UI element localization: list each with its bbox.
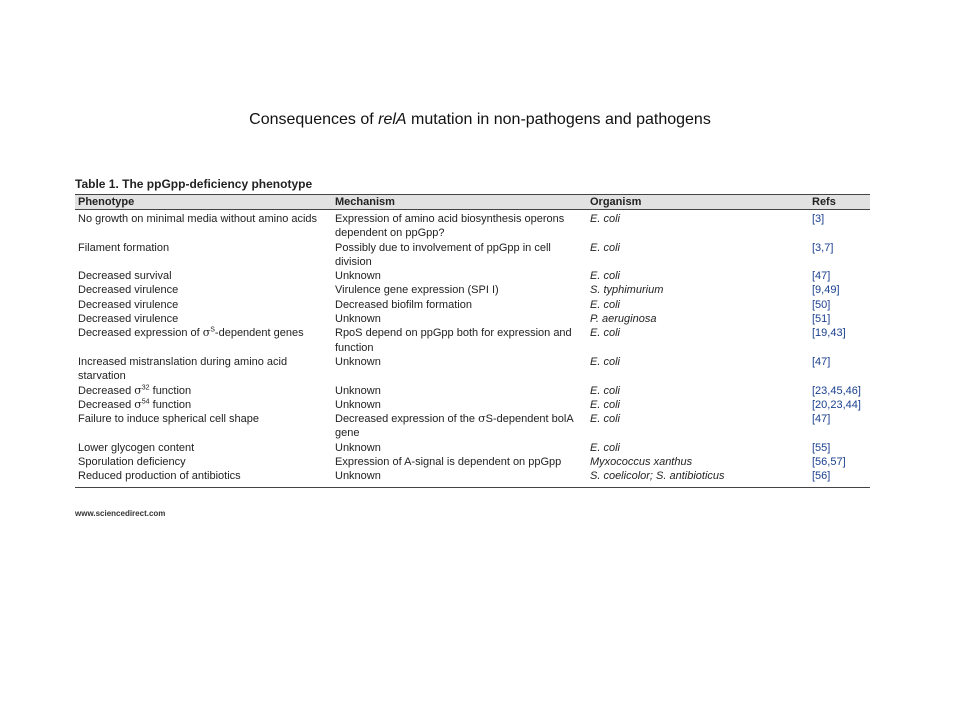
cell-phenotype: Filament formation (78, 241, 170, 254)
cell-mechanism: Unknown (335, 470, 381, 483)
cell-organism: Myxococcus xanthus (590, 456, 693, 469)
cell-refs: [56] (812, 470, 831, 483)
cell-phenotype: Reduced production of antibiotics (78, 470, 241, 483)
table-row (75, 210, 870, 241)
sigma-superscript: S (210, 326, 215, 334)
table-row (75, 398, 870, 412)
table-row (75, 283, 870, 297)
source-url: www.sciencedirect.com (75, 509, 166, 518)
cell-refs: [51] (812, 313, 831, 326)
table-row (75, 384, 870, 398)
sigma-symbol: σ (134, 383, 142, 397)
cell-phenotype (75, 384, 332, 398)
cell-refs: [23,45,46] (812, 384, 861, 397)
phenotype-text-post: -dependent genes (214, 327, 304, 340)
cell-refs: [47] (812, 413, 831, 426)
cell-phenotype: Decreased virulence (78, 313, 179, 326)
cell-organism: E. coli (590, 413, 620, 426)
cell-phenotype: Decreased survival (78, 270, 172, 283)
cell-mechanism: Unknown (335, 441, 381, 454)
phenotype-text-post: function (149, 384, 192, 397)
cell-mechanism: Unknown (335, 270, 381, 283)
cell-organism: E. coli (590, 270, 620, 283)
table-row (75, 469, 870, 486)
cell-mechanism: Decreased biofilm formation (335, 298, 472, 311)
cell-mechanism: Possibly due to involvement of ppGpp in cell division (335, 241, 551, 268)
mechanism-text-pre: Decreased expression of the (335, 413, 479, 426)
cell-mechanism: Expression of A-signal is dependent on ppGpp (335, 456, 562, 469)
mechanism-text-post: S-dependent bolA gene (335, 413, 574, 440)
slide-title-gene: relA (378, 111, 407, 128)
cell-refs: [20,23,44] (812, 398, 861, 411)
table-row (75, 298, 870, 312)
cell-organism: E. coli (590, 355, 620, 368)
slide-title-suffix: mutation in non-pathogens and pathogens (406, 111, 711, 128)
cell-refs: [55] (812, 441, 831, 454)
cell-organism: E. coli (590, 298, 620, 311)
cell-phenotype: Decreased virulence (78, 284, 179, 297)
cell-refs: [3,7] (812, 241, 834, 254)
sigma-superscript: 54 (141, 398, 150, 406)
cell-refs: [47] (812, 355, 831, 368)
table-row (75, 455, 870, 469)
sigma-superscript: 32 (141, 383, 150, 391)
slide-title (0, 111, 960, 129)
header-phenotype: Phenotype (75, 195, 332, 210)
cell-organism: P. aeruginosa (590, 313, 657, 326)
cell-refs: [3] (812, 213, 825, 225)
cell-refs: [50] (812, 298, 831, 311)
phenotype-text-post: function (149, 398, 192, 411)
cell-mechanism: RpoS depend on ppGpp both for expression and function (335, 327, 572, 354)
table-header-row (75, 195, 870, 210)
table-row (75, 441, 870, 455)
cell-phenotype: Increased mistranslation during amino acid starvation (78, 355, 288, 383)
cell-organism: E. coli (590, 327, 620, 340)
sigma-symbol: σ (134, 397, 142, 411)
slide-title-prefix: Consequences of (249, 111, 379, 128)
cell-phenotype (75, 326, 332, 355)
table-row (75, 355, 870, 384)
phenotype-text-pre: Decreased (78, 384, 135, 397)
cell-phenotype: Sporulation deficiency (78, 456, 186, 469)
cell-phenotype: Decreased virulence (78, 298, 179, 311)
cell-mechanism (332, 412, 587, 441)
cell-organism: S. coelicolor; S. antibioticus (590, 470, 725, 483)
cell-phenotype: Lower glycogen content (78, 441, 195, 454)
cell-phenotype: Failure to induce spherical cell shape (78, 413, 259, 426)
cell-organism: E. coli (590, 384, 620, 397)
cell-mechanism: Unknown (335, 384, 381, 397)
cell-organism: E. coli (590, 398, 620, 411)
header-refs: Refs (809, 195, 870, 210)
table-row (75, 326, 870, 355)
table-row (75, 312, 870, 326)
cell-mechanism: Expression of amino acid biosynthesis operons dependent on ppGpp? (335, 213, 565, 240)
cell-mechanism: Unknown (335, 398, 381, 411)
cell-refs: [9,49] (812, 284, 840, 297)
table-caption: Table 1. The ppGpp-deficiency phenotype (75, 177, 313, 191)
cell-phenotype (75, 398, 332, 412)
header-mechanism: Mechanism (332, 195, 587, 210)
sigma-symbol: σ (202, 326, 211, 340)
header-organism: Organism (587, 195, 809, 210)
cell-refs: [56,57] (812, 456, 846, 469)
cell-organism: S. typhimurium (590, 284, 664, 297)
table-row (75, 241, 870, 270)
table-row (75, 269, 870, 283)
cell-mechanism: Unknown (335, 355, 381, 368)
cell-organism: E. coli (590, 441, 620, 454)
phenotype-text-pre: Decreased (78, 398, 135, 411)
table-row (75, 412, 870, 441)
cell-organism: E. coli (590, 241, 620, 254)
cell-phenotype: No growth on minimal media without amino acids (78, 213, 318, 225)
cell-refs: [19,43] (812, 327, 846, 340)
cell-refs: [47] (812, 270, 831, 283)
cell-mechanism: Unknown (335, 313, 381, 326)
cell-organism: E. coli (590, 213, 620, 225)
phenotype-text-pre: Decreased expression of (78, 327, 203, 340)
sigma-symbol: σ (478, 412, 486, 426)
phenotype-table-container (75, 194, 870, 488)
phenotype-table (75, 195, 870, 487)
cell-mechanism: Virulence gene expression (SPI I) (335, 284, 499, 297)
